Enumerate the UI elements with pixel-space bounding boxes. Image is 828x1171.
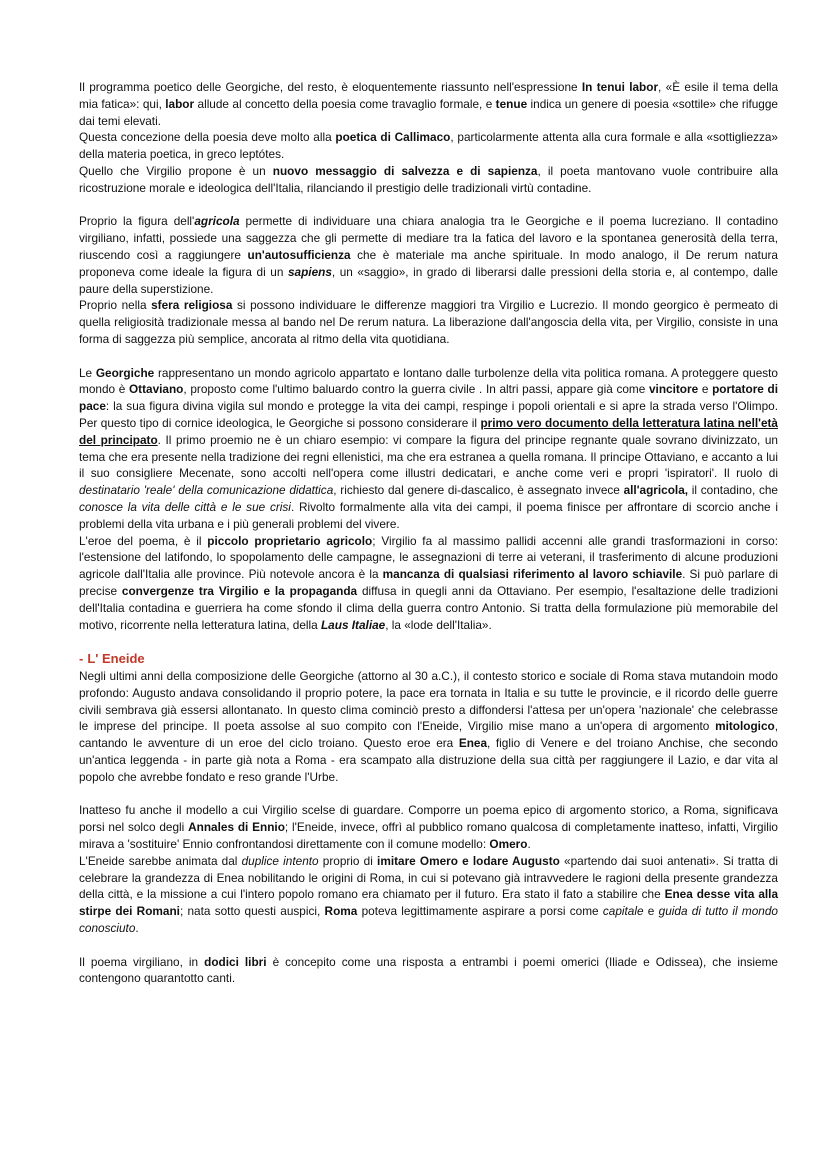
emphasis-text: nuovo messaggio di salvezza e di sapienza [272,163,538,178]
emphasis-text: sfera religiosa [151,298,233,313]
paragraph [79,365,778,533]
emphasis-text: Enea desse vita alla stirpe dei Romani [79,887,779,919]
body-text: , cantando le avventure di un eroe del ciclo troiano. Questo eroe era [79,719,778,751]
emphasis-text: destinatario 'reale' della comunicazione didattica [79,483,334,498]
body-text: si possono individuare le differenze maggiori tra Virgilio e Lucrezio. Il mondo georgico è permeato di quella religiosità tradizionale messa al bando nel De rerum natura. La liberazione dall'angoscia della vita, per Virgilio, consiste in una forma di saggezza più semplice, ancorata al ritmo della vita quotidiana. [79,298,778,346]
emphasis-text: un'autosufficienza [247,247,351,262]
body-text: poteva legittimamente aspirare a porsi come [357,904,603,919]
body-text: L'eroe del poema, è il [79,533,208,548]
emphasis-text: portatore di pace [79,382,778,414]
emphasis-text: primo vero documento della letteratura latina nell'età del principato [79,415,778,447]
body-text: , particolarmente attenta alla cura formale e alla «sottigliezza» della materia poetica, in greco leptótes. [79,130,778,162]
body-text: rappresentano un mondo agricolo appartato e lontano dalle turbolenze della vita politica romana. A proteggere questo mondo è [79,365,778,397]
emphasis-text: Georgiche [95,365,155,380]
emphasis-text: capitale [602,904,644,919]
body-text: ; Virgilio fa al massimo pallidi accenni alle grandi trasformazioni in corso: l'estensione del latifondo, lo spopolamento delle campagne, le assegnazioni di terre ai veterani, il trasferimento di alcune produzioni agricole dall'Italia alle province. Più notevole ancora è la [79,533,778,582]
paragraph-spacer [79,786,778,803]
document-body [79,79,778,987]
emphasis-text: In tenui labor [581,80,659,94]
body-text: proprio di [318,853,378,868]
emphasis-text: conosce la vita delle città e le sue crisi [79,499,291,514]
emphasis-text: mitologico [715,719,775,734]
body-text: Negli ultimi anni della composizione delle Georgiche (attorno al 30 a.C.), il contesto storico e sociale di Roma stava mutandoin modo profondo: Augusto andava consolidando il proprio potere, la pace era tornata in Italia e su tutte le provincie, e il ricordo delle guerre civili sembrava già essersi allontanato. In questo clima cominciò presto a diffondersi l'attesa per un'opera 'nazionale' che celebrasse le imprese del principe. Il poeta assolse al suo compito con l'Eneide, Virgilio mise mano a un'opera di argomento [79,669,778,734]
emphasis-text: Roma [324,904,358,919]
paragraph-spacer [79,348,778,365]
body-text: . [135,921,139,936]
emphasis-text: mancanza di qualsiasi riferimento al lavoro schiavile [382,567,683,582]
body-text: Il poema virgiliano, in [79,954,205,969]
emphasis-text: dodici libri [204,954,267,969]
emphasis-text: Ottaviano [128,382,184,397]
paragraph-spacer [79,197,778,214]
paragraph-spacer [79,937,778,954]
body-text: , un «saggio», in grado di liberarsi dalle pressioni della storia e, al contempo, dalle paure della superstizione. [79,264,778,296]
emphasis-text: agricola [194,214,240,229]
heading-text: L' Eneide [87,651,145,667]
body-text: , la «lode dell'Italia». [385,617,492,632]
body-text: il contadino, che [688,483,778,498]
body-text: e [643,904,659,919]
body-text: , proposto come l'ultimo baluardo contro la guerra civile . In altri passi, appare già come [183,382,649,397]
body-text: , «È esile il tema della mia fatica»: qui, [79,80,778,111]
paragraph [79,129,778,163]
emphasis-text: Annales di Ennio [188,820,285,835]
emphasis-text: convergenze tra Virgilio e la propaganda [121,583,358,598]
emphasis-text: piccolo proprietario agricolo [207,533,373,548]
paragraph [79,79,778,129]
body-text: Il programma poetico delle Georgiche, del resto, è eloquentemente riassunto nell'espressione [79,80,582,94]
body-text: allude al concetto della poesia come travaglio formale, e [194,96,496,111]
body-text: : la sua figura divina vigila sul mondo e protegge la vita dei campi, respinge i popoli orientali e si apre la strada verso l'Olimpo. Per questo tipo di cornice ideologica, le Georgiche si possono considerare il [79,399,778,430]
paragraph [79,163,778,197]
body-text: , il poeta mantovano vuole contribuire alla ricostruzione morale e ideologica dell'Italia, rilanciando il prestigio delle tradizionali virtù contadine. [79,163,779,195]
body-text: , figlio di Venere e del troiano Anchise, che secondo un'antica leggenda - in parte già nota a Roma - era scampato alla distruzione della sua città per raggiungere il Lazio, e dar vita al popolo che avrebbe fondato e reso grande l'Urbe. [79,736,778,784]
body-text: . Si può parlare di precise [79,567,778,598]
emphasis-text: guida di tutto il mondo conosciuto [79,904,778,936]
body-text: Proprio nella [79,298,152,313]
paragraph-spacer [79,633,778,650]
body-text: «partendo dai suoi antenati». Si tratta di celebrare la grandezza di Enea nobilitando le origini di Roma, in cui si potevano già intravvedere le ragioni della presente grandezza della città, e la missione a cui l'intero popolo romano era chiamato per il futuro. Era stato il fato a stabilire che [79,853,778,902]
body-text: . [527,837,531,852]
emphasis-text: vincitore [648,382,699,397]
emphasis-text: poetica di Callimaco [335,130,451,145]
paragraph [79,853,778,937]
emphasis-text: duplice intento [241,853,319,868]
body-text: Questa concezione della poesia deve molto alla [79,130,336,145]
body-text: e [698,382,713,397]
paragraph [79,668,778,786]
emphasis-text: imitare Omero e lodare Augusto [377,853,560,868]
emphasis-text: labor [165,96,195,111]
section-heading [79,650,778,668]
body-text: . Il primo proemio ne è un chiaro esempio: vi compare la figura del principe regnante quale sovrano divinizzato, un tema che era presente nella tradizione dei regni ellenistici, ma che era estranea a quella romana. Il principe Ottaviano, e accanto a lui il suo consigliere Mecenate, sono accolti nell'opera come illustri dedicatari, e anche come veri e propri 'ispiratori'. Il ruolo di [79,432,778,481]
emphasis-text: sapiens [287,264,332,279]
heading-dash: - [79,651,84,667]
body-text: permette di individuare una chiara analogia tra le Georgiche e il poema lucreziano. Il contadino virgiliano, infatti, possiede una saggezza che gli permette di mediare tra la fatica del lavoro e la spontanea generosità della terra, riuscendo così a raggiungere [79,214,778,262]
body-text: ; nata sotto questi auspici, [179,904,325,919]
emphasis-text: tenue [495,96,528,111]
body-text: Le [79,365,96,380]
emphasis-text: all'agricola, [623,483,689,498]
paragraph [79,297,778,347]
body-text: , richiesto dal genere di-dascalico, è assegnato invece [333,483,624,498]
emphasis-text: Laus Italiae [320,617,386,632]
body-text: . Rivolto formalmente alla vita dei campi, il poema finisce per affrontare di scorcio anche i problemi della vita urbana e i più generali problemi del vivere. [79,499,778,531]
paragraph [79,802,778,852]
body-text: L'Eneide sarebbe animata dal [79,853,242,868]
body-text: che è materiale ma anche spirituale. In modo analogo, il De rerum natura proponeva come ideale la figura di un [79,247,778,279]
paragraph [79,954,778,988]
body-text: Inatteso fu anche il modello a cui Virgilio scelse di guardare. Comporre un poema epico di argomento storico, a Roma, significava porsi nel solco degli [79,803,778,835]
body-text: ; l'Eneide, invece, offrì al pubblico romano qualcosa di completamente inatteso, infatti, Virgilio mirava a 'sostituire' Ennio confrontandosi direttamente con il comune modello: [79,820,778,852]
emphasis-text: Enea [458,736,488,751]
body-text: diffusa in quegli anni da Ottaviano. Per esempio, l'esaltazione delle tradizioni dell'Italia contadina e guerriera ha come sfondo il clima della guerra contro Antonio. Si tratta della formulazione più memorabile del motivo, ricorrente nella letteratura latina, della [79,583,778,632]
body-text: indica un genere di poesia «sottile» che rifugge dai temi elevati. [79,96,778,128]
paragraph [79,213,778,297]
body-text: è concepito come una risposta a entrambi i poemi omerici (Iliade e Odissea), che insieme contengono quarantotto canti. [79,954,778,986]
body-text: Proprio la figura dell' [79,214,195,229]
paragraph [79,533,778,634]
body-text: Quello che Virgilio propone è un [79,163,273,178]
emphasis-text: Omero [489,837,528,852]
